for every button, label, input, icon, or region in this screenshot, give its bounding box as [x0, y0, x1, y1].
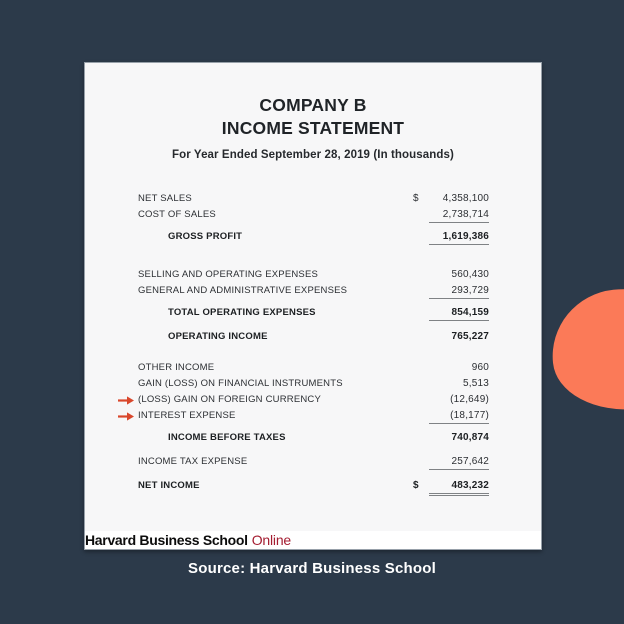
- dollar-sign: $: [413, 480, 419, 491]
- row-interest-expense: [85, 409, 541, 425]
- row-value: 765,227: [451, 331, 489, 342]
- row-label: COST OF SALES: [138, 209, 216, 220]
- row-label: SELLING AND OPERATING EXPENSES: [138, 269, 319, 280]
- hbs-online-logo: [85, 531, 541, 549]
- row-value: 2,738,714: [429, 208, 489, 223]
- row-cost-of-sales: [85, 208, 541, 224]
- document-title: INCOME STATEMENT: [221, 118, 405, 138]
- row-value: 740,874: [451, 432, 489, 443]
- row-value: 257,642: [429, 455, 489, 470]
- row-label: INCOME BEFORE TAXES: [168, 432, 286, 443]
- row-label: INTEREST EXPENSE: [138, 410, 236, 421]
- row-value: 4,358,100: [442, 193, 489, 204]
- logo-text-primary: Harvard Business School: [85, 532, 248, 548]
- row-value: 293,729: [429, 284, 489, 299]
- company-name: COMPANY B: [259, 95, 367, 115]
- row-gain-loss-financial-instruments: [85, 377, 541, 393]
- statement-rows: [85, 192, 541, 495]
- row-value: (12,649): [450, 394, 489, 405]
- row-value: 5,513: [462, 378, 489, 389]
- row-income-before-taxes: [85, 431, 541, 447]
- decorative-blob: [546, 282, 624, 417]
- row-label: GROSS PROFIT: [168, 231, 243, 242]
- income-statement-card: [84, 62, 542, 550]
- row-label: GAIN (LOSS) ON FINANCIAL INSTRUMENTS: [138, 378, 343, 389]
- row-other-income: [85, 361, 541, 377]
- row-income-tax-expense: [85, 455, 541, 471]
- statement-header: [85, 94, 541, 161]
- row-label: GENERAL AND ADMINISTRATIVE EXPENSES: [138, 285, 348, 296]
- logo-text-suffix: Online: [251, 532, 291, 548]
- row-label: TOTAL OPERATING EXPENSES: [168, 307, 316, 318]
- highlight-arrow-icon: [118, 412, 134, 421]
- row-label: NET INCOME: [138, 480, 200, 491]
- row-value: 960: [471, 362, 489, 373]
- row-total-operating-expenses: [85, 306, 541, 322]
- dollar-sign: $: [413, 193, 419, 204]
- row-net-sales: [85, 192, 541, 208]
- row-label: OTHER INCOME: [138, 362, 215, 373]
- statement-panel: [85, 63, 541, 532]
- row-value: 1,619,386: [429, 230, 489, 245]
- statement-subtitle: For Year Ended September 28, 2019 (In thousands): [172, 149, 454, 161]
- row-net-income: [85, 479, 541, 495]
- row-value: (18,177): [429, 409, 489, 424]
- row-operating-income: [85, 330, 541, 346]
- row-label: INCOME TAX EXPENSE: [138, 456, 248, 467]
- row-loss-gain-foreign-currency: [85, 393, 541, 409]
- row-label: OPERATING INCOME: [168, 331, 268, 342]
- row-value: 483,232: [429, 479, 489, 496]
- row-general-admin-expenses: [85, 284, 541, 300]
- source-caption: Source: Harvard Business School: [188, 560, 436, 577]
- row-value: 854,159: [429, 306, 489, 321]
- row-label: (LOSS) GAIN ON FOREIGN CURRENCY: [138, 394, 322, 405]
- row-gross-profit: [85, 230, 541, 246]
- highlight-arrow-icon: [118, 396, 134, 405]
- row-label: NET SALES: [138, 193, 192, 204]
- row-selling-operating-expenses: [85, 268, 541, 284]
- row-value: 560,430: [451, 269, 489, 280]
